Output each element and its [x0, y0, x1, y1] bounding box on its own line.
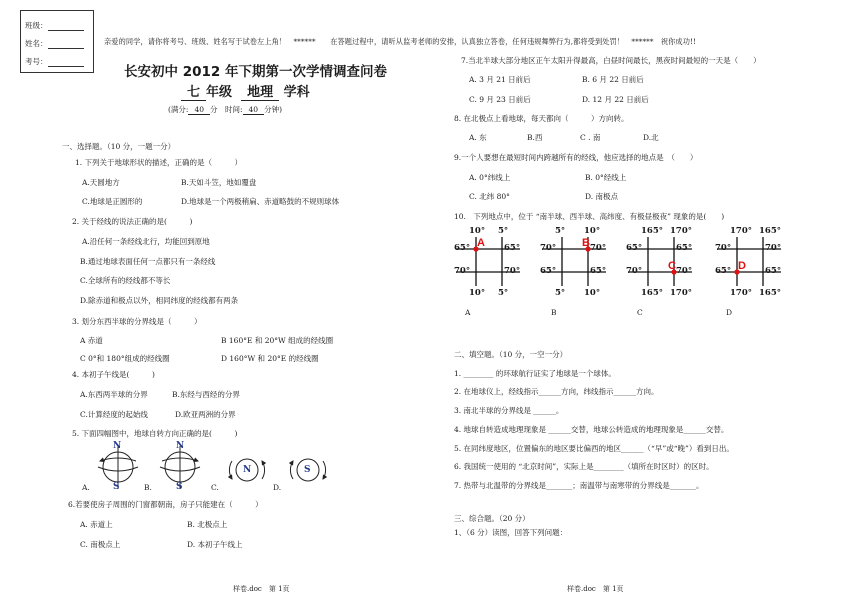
subject-suffix: 学科 [283, 85, 310, 100]
grid-right-label: 65° [765, 266, 782, 276]
grid-left-label: 65° [454, 243, 471, 253]
right-question-line: A. 3 月 21 日前后 [469, 75, 531, 84]
right-question-line: 1、（6 分）读图，回答下列问题： [454, 528, 568, 537]
right-question-line: 9.一个人要想在最短时间内跨越所有的经线，他应选择的地点是 （ ） [454, 153, 698, 162]
grid-right-label: 70° [590, 243, 607, 253]
exam-notice: 亲爱的同学，请你将考号、班级、姓名写于试卷左上角！ ****** 在答题过程中，请听从监考老师的安排，认真独立答卷，任何违规舞弊行为,都将受到处罚！ ****** 祝你成功!! [104, 37, 696, 46]
exam-no-label: 考号： [25, 57, 48, 66]
right-question-line: 二、填空题。（10 分，一空一分） [454, 350, 568, 359]
grid-left-label: 70° [626, 266, 643, 276]
grid-right-label: 70° [504, 266, 521, 276]
q5-b-north: N [176, 441, 185, 451]
right-question-line: C. 9 月 23 日前后 [469, 95, 531, 104]
left-question-line: B.天如斗笠，地如覆盘 [181, 178, 257, 187]
right-question-line: D.北 [643, 133, 659, 142]
right-question-line: B. 0°经线上 [585, 173, 627, 182]
left-question-line: D.地球是一个两极稍扁、赤道略鼓的不规则球体 [181, 197, 340, 206]
grid-right-label: 65° [504, 243, 521, 253]
score-time-line [168, 104, 282, 115]
grid-point-letter: B [582, 237, 590, 249]
q5-option-d: D. [273, 483, 282, 492]
left-question-line: C.地球是正圆形的 [82, 197, 143, 206]
grid-left-label: 65° [540, 266, 557, 276]
left-question-line: C.计算经度的起始线 [80, 410, 148, 419]
q5-a-north: N [113, 441, 122, 451]
grid-caption: A [465, 308, 471, 317]
grid-top-label: 165° [641, 226, 663, 236]
grid-top-label: 10° [469, 226, 486, 236]
exam-no-field[interactable] [25, 56, 84, 67]
grid-top-label: 10° [584, 226, 601, 236]
q5-option-b: B. [144, 483, 152, 492]
score-mid: 分 时间: [210, 105, 243, 114]
grid-bottom-label: 170° [670, 288, 692, 298]
grade-suffix: 年级 [206, 85, 233, 100]
left-question-line: 一、选择题。（10 分，一题一分） [62, 142, 176, 151]
grid-right-label: 65° [676, 243, 693, 253]
grid-top-label: 5° [498, 226, 509, 236]
right-question-line: 2. 在地球仪上，经线指示______方向，纬线指示______方向。 [454, 387, 659, 396]
grid-left-label: 70° [715, 243, 732, 253]
right-question-line: 5. 在同纬度地区，位置偏东的地区要比偏西的地区______（“早”或“晚”）看到日出。 [454, 444, 734, 453]
grid-right-label: 70° [676, 266, 693, 276]
left-question-line: 2. 关于经线的说法正确的是( ) [72, 217, 193, 226]
q5-c-north: N [243, 465, 252, 475]
footer-left: 样卷.doc 第 1页 [233, 585, 290, 593]
grid-bottom-label: 10° [584, 288, 601, 298]
grid-bottom-label: 165° [759, 288, 781, 298]
name-label: 姓名： [25, 39, 48, 48]
right-question-line: 7.当北半球大部分地区正午太阳升得最高，白昼时间最长，黑夜时间最短的一天是（ ） [461, 56, 761, 65]
q5-a-south: S [113, 482, 120, 492]
right-question-line: B. 6 月 22 日前后 [582, 75, 644, 84]
right-question-line: 10. 下列地点中，位于 “南半球、西半球、高纬度、有极昼极夜” 现象的是( ) [454, 212, 725, 221]
page-title: 长安初中 2012 年下期第一次学情调查问卷 [124, 64, 387, 80]
right-question-line: 4. 地球自转造成地理现象是 ______交替，地球公转造成的地理现象是______交替。 [454, 425, 729, 434]
class-label: 班级： [25, 21, 48, 30]
left-question-line: 6.若要使房子周围的门窗都朝南，房子只能建在（ ） [68, 500, 263, 509]
left-question-line: B. 北极点上 [187, 520, 228, 529]
left-question-line: 5. 下面四幅图中，地球自转方向正确的是( ) [72, 429, 238, 438]
left-question-line: D. 本初子午线上 [187, 540, 243, 549]
left-question-line: D.除赤道和极点以外，相同纬度的经线都有两条 [80, 296, 239, 305]
left-question-line: C.全球所有的经线都不等长 [80, 276, 171, 285]
q5-b-south: S [176, 482, 183, 492]
right-question-line: D. 12 月 22 日前后 [582, 95, 649, 104]
q5-d-south: S [304, 465, 311, 475]
subject-value: 地理 [241, 85, 279, 101]
class-field[interactable] [25, 20, 84, 31]
left-question-line: D 160°W 和 20°E 的经线圈 [221, 354, 319, 363]
grid-left-label: 70° [454, 266, 471, 276]
grade-value: 七 [181, 85, 206, 101]
left-question-line: B 160°E 和 20°W 组成的经线圈 [221, 336, 334, 345]
right-question-line: 6. 我国统一使用的 “北京时间”，实际上是________（填所在时区时）的区时。 [454, 462, 714, 471]
grid-bottom-label: 165° [641, 288, 663, 298]
right-question-line: C. 北纬 80° [469, 192, 510, 201]
left-question-line: B.通过地球表面任何一点都只有一条经线 [80, 257, 216, 266]
right-question-line: 3. 南北半球的分界线是 ______。 [454, 406, 564, 415]
grid-left-label: 70° [540, 243, 557, 253]
left-question-line: A 赤道 [80, 336, 103, 345]
grid-top-label: 170° [670, 226, 692, 236]
left-question-line: 3. 划分东西半球的分界线是（ ） [72, 317, 202, 326]
grid-top-label: 170° [730, 226, 752, 236]
student-info-box [20, 10, 94, 73]
q5-option-a: A. [82, 483, 90, 492]
grid-bottom-label: 5° [498, 288, 509, 298]
grid-point-letter: C [668, 260, 676, 272]
right-question-line: C . 南 [580, 133, 601, 142]
left-question-line: D.欧亚两洲的分界 [175, 410, 236, 419]
left-question-line: A.天圆地方 [82, 178, 120, 187]
left-question-line: C. 南极点上 [80, 540, 121, 549]
score-prefix: (满分: [168, 105, 189, 114]
grid-caption: B [551, 308, 557, 317]
grid-point-letter: A [477, 237, 485, 249]
left-question-line: 4. 本初子午线是( ) [72, 370, 155, 379]
grid-bottom-label: 170° [730, 288, 752, 298]
score-suffix: 分钟) [264, 105, 283, 114]
grid-caption: D [726, 308, 733, 317]
grid-right-label: 65° [590, 266, 607, 276]
q5-option-c: C. [211, 483, 219, 492]
grid-bottom-label: 10° [469, 288, 486, 298]
right-question-line: D. 南极点 [585, 192, 619, 201]
left-question-line: A.沿任何一条经线北行，均能回到原地 [82, 237, 210, 246]
grid-point-letter: D [738, 260, 746, 272]
right-question-line: A. 0°纬线上 [469, 173, 511, 182]
grid-bottom-label: 5° [555, 288, 566, 298]
left-question-line: A.东西两半球的分界 [80, 390, 148, 399]
page-subtitle [181, 81, 310, 100]
left-question-line: B.东经与西经的分界 [172, 390, 240, 399]
right-question-line: A. 东 [469, 133, 487, 142]
grid-left-label: 65° [715, 266, 732, 276]
right-question-line: 三、综合题。（20 分） [454, 514, 530, 523]
name-field[interactable] [25, 38, 84, 49]
left-question-line: C 0°和 180°组成的经线圈 [80, 354, 170, 363]
footer-right: 样卷.doc 第 1页 [567, 585, 624, 593]
grid-right-label: 70° [765, 243, 782, 253]
right-question-line: 7. 热带与北温带的分界线是_______；南温带与南寒带的分界线是_______。 [454, 481, 704, 490]
left-question-line: 1. 下列关于地球形状的描述，正确的是（ ） [75, 158, 243, 167]
grid-top-label: 5° [555, 226, 566, 236]
grid-left-label: 65° [626, 243, 643, 253]
left-question-line: A. 赤道上 [80, 520, 113, 529]
full-score: 40 [188, 105, 210, 115]
right-question-line: 1. ________ 的环球航行证实了地球是一个球体。 [454, 369, 616, 378]
grid-caption: C [637, 308, 643, 317]
right-question-line: 8. 在北极点上看地球，每天都向（ ）方向转。 [454, 114, 629, 123]
grid-top-label: 165° [759, 226, 781, 236]
time-value: 40 [243, 105, 265, 115]
right-question-line: B.西 [527, 133, 543, 142]
